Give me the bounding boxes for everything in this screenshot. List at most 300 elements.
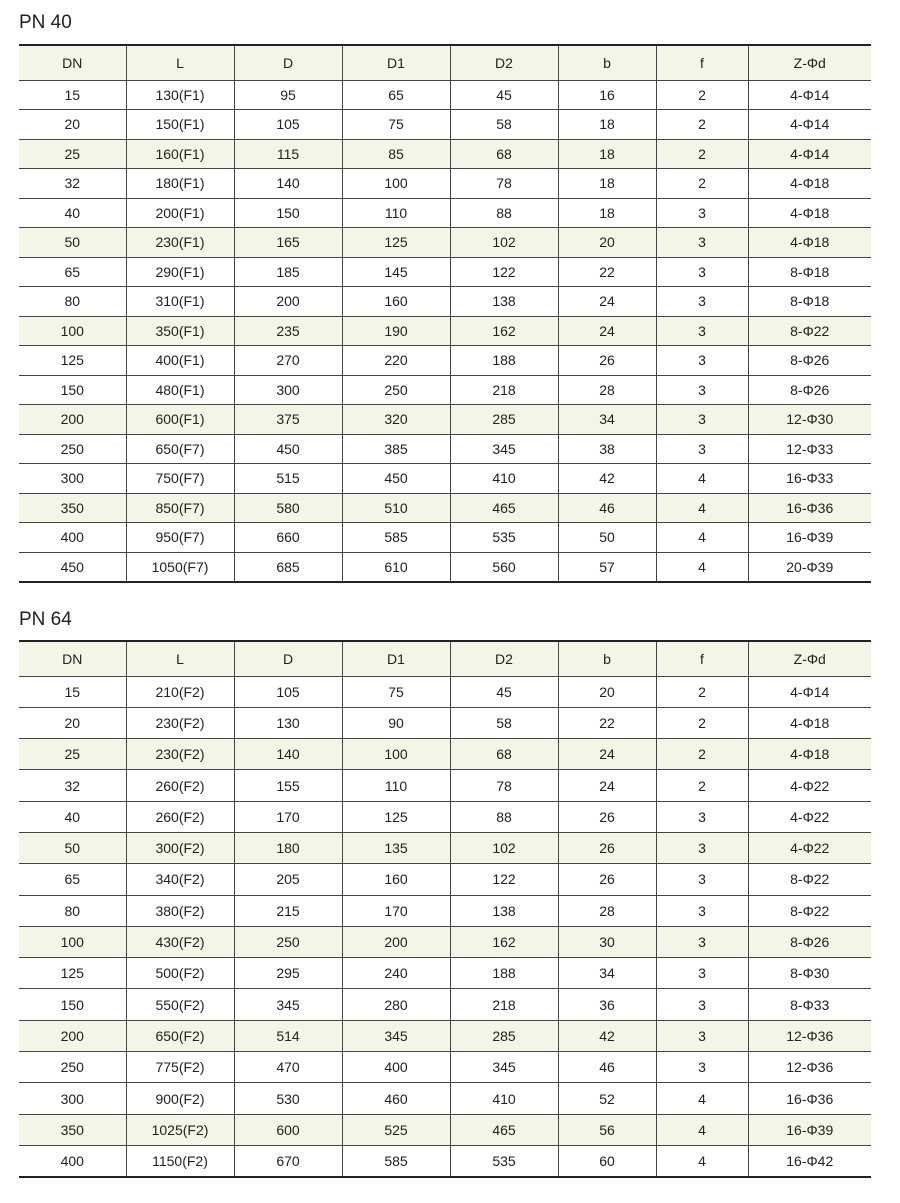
table-cell: 350(F1) — [126, 316, 234, 346]
table-cell: 68 — [450, 739, 558, 770]
pn64-col-header: L — [126, 641, 234, 676]
pn40-header-row — [19, 45, 871, 80]
table-cell: 57 — [558, 552, 656, 582]
table-cell: 138 — [450, 287, 558, 317]
table-cell: 1150(F2) — [126, 1145, 234, 1176]
table-cell: 345 — [450, 1052, 558, 1083]
table-cell: 400(F1) — [126, 346, 234, 376]
table-cell: 2 — [656, 707, 748, 738]
table-row — [19, 1052, 871, 1083]
table-cell: 8-Φ18 — [748, 287, 871, 317]
table-cell: 16-Φ39 — [748, 523, 871, 553]
table-cell: 900(F2) — [126, 1083, 234, 1114]
table-cell: 235 — [234, 316, 342, 346]
table-cell: 90 — [342, 707, 450, 738]
table-cell: 585 — [342, 523, 450, 553]
pn40-col-header: D1 — [342, 45, 450, 80]
table-row — [19, 707, 871, 738]
table-cell: 18 — [558, 110, 656, 140]
table-cell: 230(F2) — [126, 739, 234, 770]
table-row — [19, 770, 871, 801]
table-cell: 650(F2) — [126, 1020, 234, 1051]
table-cell: 250 — [19, 434, 126, 464]
table-cell: 165 — [234, 228, 342, 258]
table-cell: 105 — [234, 110, 342, 140]
table-cell: 185 — [234, 257, 342, 287]
table-cell: 24 — [558, 770, 656, 801]
table-cell: 8-Φ26 — [748, 346, 871, 376]
table-cell: 28 — [558, 895, 656, 926]
table-cell: 42 — [558, 464, 656, 494]
table-row — [19, 958, 871, 989]
table-cell: 135 — [342, 832, 450, 863]
pn40-col-header: f — [656, 45, 748, 80]
table-cell: 100 — [342, 739, 450, 770]
table-cell: 250 — [19, 1052, 126, 1083]
table-row — [19, 895, 871, 926]
table-cell: 600(F1) — [126, 405, 234, 435]
table-row — [19, 1145, 871, 1176]
table-row — [19, 405, 871, 435]
table-cell: 4 — [656, 523, 748, 553]
table-cell: 3 — [656, 926, 748, 957]
table-cell: 122 — [450, 257, 558, 287]
table-row — [19, 864, 871, 895]
table-row — [19, 198, 871, 228]
table-cell: 250 — [342, 375, 450, 405]
table-cell: 240 — [342, 958, 450, 989]
table-cell: 4-Φ18 — [748, 169, 871, 199]
table-cell: 4-Φ14 — [748, 110, 871, 140]
table-cell: 130(F1) — [126, 80, 234, 110]
table-cell: 188 — [450, 958, 558, 989]
table-row — [19, 80, 871, 110]
table-row — [19, 739, 871, 770]
table-cell: 180(F1) — [126, 169, 234, 199]
table-cell: 170 — [342, 895, 450, 926]
table-cell: 465 — [450, 1114, 558, 1145]
table-cell: 130 — [234, 707, 342, 738]
table-cell: 200 — [19, 405, 126, 435]
pn40-section — [19, 12, 871, 583]
table-row — [19, 464, 871, 494]
table-cell: 8-Φ22 — [748, 316, 871, 346]
table-row — [19, 110, 871, 140]
table-cell: 600 — [234, 1114, 342, 1145]
table-cell: 380(F2) — [126, 895, 234, 926]
table-cell: 12-Φ30 — [748, 405, 871, 435]
table-row — [19, 801, 871, 832]
table-cell: 218 — [450, 989, 558, 1020]
table-row — [19, 676, 871, 707]
table-cell: 2 — [656, 80, 748, 110]
table-cell: 230(F2) — [126, 707, 234, 738]
table-cell: 65 — [19, 257, 126, 287]
pn40-body — [19, 80, 871, 582]
table-cell: 88 — [450, 801, 558, 832]
table-cell: 3 — [656, 316, 748, 346]
table-cell: 16-Φ42 — [748, 1145, 871, 1176]
pn64-col-header: DN — [19, 641, 126, 676]
table-cell: 300 — [19, 1083, 126, 1114]
table-cell: 375 — [234, 405, 342, 435]
table-cell: 750(F7) — [126, 464, 234, 494]
table-cell: 200 — [234, 287, 342, 317]
table-cell: 350 — [19, 1114, 126, 1145]
table-cell: 345 — [342, 1020, 450, 1051]
table-cell: 230(F1) — [126, 228, 234, 258]
table-row — [19, 523, 871, 553]
table-cell: 80 — [19, 895, 126, 926]
table-cell: 85 — [342, 139, 450, 169]
table-cell: 4 — [656, 1114, 748, 1145]
table-cell: 535 — [450, 523, 558, 553]
table-cell: 150 — [19, 375, 126, 405]
table-cell: 40 — [19, 801, 126, 832]
table-cell: 4 — [656, 1145, 748, 1176]
table-row — [19, 316, 871, 346]
table-cell: 25 — [19, 139, 126, 169]
table-cell: 75 — [342, 110, 450, 140]
table-cell: 45 — [450, 676, 558, 707]
table-cell: 4-Φ18 — [748, 707, 871, 738]
table-cell: 115 — [234, 139, 342, 169]
table-cell: 3 — [656, 1052, 748, 1083]
table-cell: 410 — [450, 1083, 558, 1114]
table-cell: 138 — [450, 895, 558, 926]
table-cell: 105 — [234, 676, 342, 707]
table-cell: 850(F7) — [126, 493, 234, 523]
table-row — [19, 1020, 871, 1051]
table-cell: 160 — [342, 864, 450, 895]
table-cell: 102 — [450, 228, 558, 258]
table-cell: 4-Φ14 — [748, 676, 871, 707]
table-cell: 775(F2) — [126, 1052, 234, 1083]
table-cell: 160 — [342, 287, 450, 317]
table-cell: 25 — [19, 739, 126, 770]
table-cell: 100 — [19, 316, 126, 346]
table-cell: 3 — [656, 346, 748, 376]
table-cell: 145 — [342, 257, 450, 287]
table-cell: 8-Φ26 — [748, 926, 871, 957]
table-cell: 345 — [450, 434, 558, 464]
table-cell: 88 — [450, 198, 558, 228]
table-cell: 4-Φ22 — [748, 801, 871, 832]
table-cell: 560 — [450, 552, 558, 582]
pn64-col-header: D2 — [450, 641, 558, 676]
table-cell: 3 — [656, 801, 748, 832]
table-cell: 218 — [450, 375, 558, 405]
table-cell: 530 — [234, 1083, 342, 1114]
table-row — [19, 228, 871, 258]
table-cell: 400 — [19, 523, 126, 553]
table-cell: 78 — [450, 169, 558, 199]
table-cell: 3 — [656, 895, 748, 926]
table-cell: 300 — [234, 375, 342, 405]
table-cell: 190 — [342, 316, 450, 346]
table-cell: 188 — [450, 346, 558, 376]
table-cell: 18 — [558, 198, 656, 228]
table-cell: 12-Φ33 — [748, 434, 871, 464]
table-cell: 26 — [558, 801, 656, 832]
table-cell: 3 — [656, 832, 748, 863]
table-cell: 8-Φ33 — [748, 989, 871, 1020]
table-cell: 550(F2) — [126, 989, 234, 1020]
table-cell: 320 — [342, 405, 450, 435]
table-cell: 3 — [656, 257, 748, 287]
pn64-col-header: Z-Φd — [748, 641, 871, 676]
table-cell: 68 — [450, 139, 558, 169]
table-cell: 950(F7) — [126, 523, 234, 553]
table-cell: 290(F1) — [126, 257, 234, 287]
table-cell: 3 — [656, 1020, 748, 1051]
table-cell: 160(F1) — [126, 139, 234, 169]
table-cell: 50 — [558, 523, 656, 553]
table-cell: 585 — [342, 1145, 450, 1176]
table-cell: 20 — [19, 110, 126, 140]
table-cell: 50 — [19, 228, 126, 258]
table-cell: 100 — [342, 169, 450, 199]
table-cell: 250 — [234, 926, 342, 957]
table-cell: 215 — [234, 895, 342, 926]
table-cell: 4-Φ18 — [748, 228, 871, 258]
pn64-title: PN 64 — [19, 609, 72, 630]
table-cell: 2 — [656, 676, 748, 707]
table-cell: 60 — [558, 1145, 656, 1176]
table-cell: 38 — [558, 434, 656, 464]
table-cell: 340(F2) — [126, 864, 234, 895]
table-cell: 1050(F7) — [126, 552, 234, 582]
table-cell: 45 — [450, 80, 558, 110]
table-cell: 24 — [558, 287, 656, 317]
table-cell: 46 — [558, 493, 656, 523]
table-cell: 42 — [558, 1020, 656, 1051]
table-cell: 285 — [450, 405, 558, 435]
table-row — [19, 169, 871, 199]
table-cell: 280 — [342, 989, 450, 1020]
table-cell: 24 — [558, 739, 656, 770]
table-row — [19, 832, 871, 863]
table-cell: 4-Φ22 — [748, 770, 871, 801]
table-cell: 400 — [342, 1052, 450, 1083]
table-cell: 410 — [450, 464, 558, 494]
table-cell: 3 — [656, 287, 748, 317]
table-cell: 58 — [450, 707, 558, 738]
table-cell: 26 — [558, 864, 656, 895]
table-cell: 685 — [234, 552, 342, 582]
table-cell: 4 — [656, 552, 748, 582]
table-cell: 26 — [558, 832, 656, 863]
pn40-col-header: b — [558, 45, 656, 80]
table-row — [19, 375, 871, 405]
table-cell: 34 — [558, 958, 656, 989]
table-cell: 270 — [234, 346, 342, 376]
pn40-col-header: L — [126, 45, 234, 80]
table-cell: 430(F2) — [126, 926, 234, 957]
table-cell: 16-Φ39 — [748, 1114, 871, 1145]
table-row — [19, 1114, 871, 1145]
table-cell: 4 — [656, 1083, 748, 1114]
table-cell: 22 — [558, 257, 656, 287]
table-cell: 75 — [342, 676, 450, 707]
table-cell: 28 — [558, 375, 656, 405]
table-cell: 80 — [19, 287, 126, 317]
table-row — [19, 493, 871, 523]
table-row — [19, 1083, 871, 1114]
table-cell: 515 — [234, 464, 342, 494]
table-cell: 350 — [19, 493, 126, 523]
table-cell: 140 — [234, 169, 342, 199]
table-cell: 2 — [656, 770, 748, 801]
table-row — [19, 989, 871, 1020]
table-cell: 170 — [234, 801, 342, 832]
table-cell: 110 — [342, 198, 450, 228]
table-cell: 30 — [558, 926, 656, 957]
table-cell: 470 — [234, 1052, 342, 1083]
table-cell: 36 — [558, 989, 656, 1020]
table-cell: 450 — [342, 464, 450, 494]
pn40-table — [19, 44, 871, 583]
table-cell: 205 — [234, 864, 342, 895]
table-cell: 3 — [656, 864, 748, 895]
table-cell: 150 — [19, 989, 126, 1020]
pn40-col-header: D2 — [450, 45, 558, 80]
table-cell: 140 — [234, 739, 342, 770]
pn64-col-header: b — [558, 641, 656, 676]
table-cell: 52 — [558, 1083, 656, 1114]
table-cell: 2 — [656, 110, 748, 140]
table-cell: 16-Φ36 — [748, 493, 871, 523]
table-cell: 8-Φ22 — [748, 895, 871, 926]
table-cell: 95 — [234, 80, 342, 110]
table-cell: 650(F7) — [126, 434, 234, 464]
table-cell: 610 — [342, 552, 450, 582]
pn40-title: PN 40 — [19, 12, 72, 33]
table-cell: 300 — [19, 464, 126, 494]
table-cell: 480(F1) — [126, 375, 234, 405]
table-cell: 46 — [558, 1052, 656, 1083]
table-cell: 580 — [234, 493, 342, 523]
table-cell: 15 — [19, 676, 126, 707]
table-cell: 20 — [19, 707, 126, 738]
table-cell: 465 — [450, 493, 558, 523]
pn40-col-header: Z-Φd — [748, 45, 871, 80]
table-cell: 300(F2) — [126, 832, 234, 863]
pn40-col-header: DN — [19, 45, 126, 80]
table-cell: 3 — [656, 375, 748, 405]
table-cell: 460 — [342, 1083, 450, 1114]
table-cell: 20 — [558, 228, 656, 258]
table-cell: 65 — [19, 864, 126, 895]
table-cell: 32 — [19, 169, 126, 199]
table-row — [19, 287, 871, 317]
table-cell: 8-Φ26 — [748, 375, 871, 405]
table-cell: 450 — [19, 552, 126, 582]
table-cell: 78 — [450, 770, 558, 801]
table-cell: 400 — [19, 1145, 126, 1176]
table-cell: 162 — [450, 316, 558, 346]
table-cell: 4-Φ18 — [748, 198, 871, 228]
table-cell: 3 — [656, 958, 748, 989]
table-cell: 200 — [342, 926, 450, 957]
table-cell: 125 — [19, 346, 126, 376]
table-cell: 4-Φ22 — [748, 832, 871, 863]
table-cell: 20-Φ39 — [748, 552, 871, 582]
table-cell: 285 — [450, 1020, 558, 1051]
table-cell: 260(F2) — [126, 801, 234, 832]
pn64-col-header: D1 — [342, 641, 450, 676]
table-cell: 4-Φ14 — [748, 139, 871, 169]
table-cell: 660 — [234, 523, 342, 553]
pn64-col-header: D — [234, 641, 342, 676]
table-cell: 102 — [450, 832, 558, 863]
table-cell: 50 — [19, 832, 126, 863]
table-cell: 510 — [342, 493, 450, 523]
table-row — [19, 139, 871, 169]
table-cell: 22 — [558, 707, 656, 738]
table-cell: 34 — [558, 405, 656, 435]
table-cell: 500(F2) — [126, 958, 234, 989]
table-cell: 16-Φ36 — [748, 1083, 871, 1114]
table-cell: 3 — [656, 989, 748, 1020]
table-cell: 450 — [234, 434, 342, 464]
table-cell: 16 — [558, 80, 656, 110]
table-row — [19, 926, 871, 957]
table-cell: 535 — [450, 1145, 558, 1176]
table-cell: 8-Φ22 — [748, 864, 871, 895]
table-cell: 162 — [450, 926, 558, 957]
table-cell: 3 — [656, 228, 748, 258]
table-cell: 8-Φ18 — [748, 257, 871, 287]
table-cell: 18 — [558, 139, 656, 169]
table-cell: 155 — [234, 770, 342, 801]
table-cell: 20 — [558, 676, 656, 707]
table-cell: 514 — [234, 1020, 342, 1051]
table-cell: 65 — [342, 80, 450, 110]
table-cell: 3 — [656, 405, 748, 435]
table-row — [19, 257, 871, 287]
table-cell: 295 — [234, 958, 342, 989]
table-cell: 2 — [656, 139, 748, 169]
table-cell: 3 — [656, 434, 748, 464]
table-cell: 12-Φ36 — [748, 1020, 871, 1051]
pn40-col-header: D — [234, 45, 342, 80]
table-cell: 125 — [19, 958, 126, 989]
pn64-table — [19, 640, 871, 1178]
table-cell: 12-Φ36 — [748, 1052, 871, 1083]
table-cell: 670 — [234, 1145, 342, 1176]
table-cell: 58 — [450, 110, 558, 140]
table-cell: 2 — [656, 169, 748, 199]
table-cell: 4 — [656, 493, 748, 523]
table-cell: 210(F2) — [126, 676, 234, 707]
table-cell: 8-Φ30 — [748, 958, 871, 989]
table-cell: 525 — [342, 1114, 450, 1145]
table-cell: 18 — [558, 169, 656, 199]
table-cell: 150(F1) — [126, 110, 234, 140]
table-cell: 26 — [558, 346, 656, 376]
table-cell: 385 — [342, 434, 450, 464]
table-cell: 15 — [19, 80, 126, 110]
pn64-section — [19, 609, 871, 1178]
table-cell: 2 — [656, 739, 748, 770]
table-cell: 150 — [234, 198, 342, 228]
table-row — [19, 552, 871, 582]
table-cell: 220 — [342, 346, 450, 376]
table-cell: 180 — [234, 832, 342, 863]
table-cell: 1025(F2) — [126, 1114, 234, 1145]
table-cell: 125 — [342, 228, 450, 258]
